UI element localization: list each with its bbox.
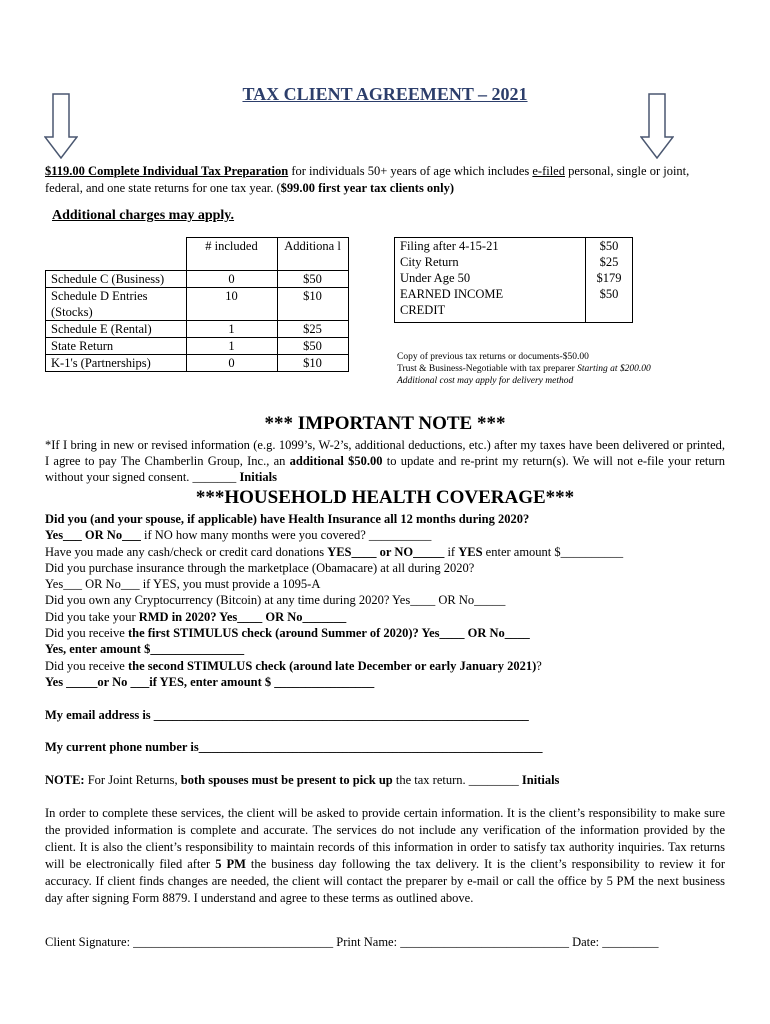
note-italic: Starting at $200.00	[577, 364, 651, 374]
q7-mark: ?	[536, 658, 542, 673]
phone-line	[45, 739, 735, 755]
header-included: # included	[186, 238, 277, 271]
fee-label: EARNED INCOME	[400, 287, 504, 301]
question-5: Did you take your	[45, 609, 139, 624]
signature-line: Client Signature: ________________________________ Print Name: ___________________________ Date: _________	[45, 935, 659, 949]
row-included: 0	[186, 271, 277, 288]
intro-text: for individuals 50+ years of age which includes	[288, 164, 533, 178]
question-1: Did you (and your spouse, if applicable) have Health Insurance all 12 months during 2020?	[45, 512, 530, 526]
note-text: Trust & Business-Negotiable with tax preparer	[397, 364, 578, 374]
note-line: Copy of previous tax returns or documents-$50.00	[397, 352, 589, 362]
fee-label: CREDIT	[400, 303, 446, 317]
efiled-text: e-filed	[532, 164, 565, 178]
question-6: Did you receive	[45, 626, 128, 641]
phone-field: My current phone number is_______________________________________________________	[45, 740, 543, 754]
q3-answer: Yes___ OR No___ if YES, you must provide a 1095-A	[45, 577, 321, 592]
fee-label: Under Age 50	[400, 271, 471, 285]
household-heading: ***HOUSEHOLD HEALTH COVERAGE***	[195, 487, 575, 508]
q1-follow: if NO how many months were you covered? __________	[140, 528, 432, 543]
email-field: My email address is ____________________________________________________________	[45, 708, 529, 722]
fee-price: $50	[599, 239, 619, 253]
extra-fees-table	[394, 237, 633, 323]
row-included: 1	[186, 338, 277, 355]
fee-labels-cell	[395, 238, 586, 323]
question-2: Have you made any cash/check or credit card donations	[45, 544, 328, 559]
closing-text-2: the business day following the tax delivery. It is the client’s responsibility to review it for accuracy. If client finds changes are needed, the client will contact the preparer by e-mail or call the office by 5 PM the next business day after signing Form 8879. I understand and agree to these terms as outlined above.	[45, 857, 726, 905]
empty-cell	[46, 238, 187, 271]
down-arrow-icon	[640, 93, 674, 159]
q5-bold: RMD in 2020? Yes____ OR No_______	[138, 609, 347, 624]
row-label: K-1's (Partnerships)	[46, 355, 187, 372]
joint-note	[45, 772, 735, 788]
q6-amount: Yes, enter amount $_______________	[45, 642, 245, 657]
intro-paragraph	[45, 163, 725, 197]
small-notes	[397, 351, 651, 387]
note-bold: both spouses must be present to pick up	[180, 773, 393, 787]
header-additional: Additiona l	[277, 238, 348, 271]
closing-paragraph	[45, 805, 725, 907]
down-arrow-icon	[44, 93, 78, 159]
row-additional: $10	[277, 288, 348, 321]
note-line: Additional cost may apply for delivery method	[397, 376, 574, 386]
row-included: 10	[186, 288, 277, 321]
closing-time: 5 PM	[215, 857, 246, 871]
q1-yes-no: Yes___ OR No___	[45, 528, 141, 543]
fee-price: $179	[596, 271, 622, 285]
row-label: Schedule D Entries (Stocks)	[46, 288, 187, 321]
note-text-2: the tax return. ________	[392, 773, 522, 787]
note-label: NOTE:	[45, 773, 85, 787]
question-4: Did you own any Cryptocurrency (Bitcoin) at any time during 2020? Yes____ OR No_____	[45, 593, 506, 608]
question-7: Did you receive	[45, 658, 128, 673]
q2-yes-no: YES____ or NO_____	[327, 544, 445, 559]
important-text: *If I bring in new or revised information (e.g. 1099’s, W-2’s, additional deductions, etc.) after my taxes have been delivered or printed, I agree to pay The Chamberlin Group, Inc., an	[45, 438, 725, 468]
important-heading: *** IMPORTANT NOTE ***	[264, 413, 506, 434]
closing-text: In order to complete these services, the client will be asked to provide certain information. It is the client’s responsibility to make sure the provided information is complete and accurate. The services do not include any verification of the information provided by the client. It is also the client’s responsibility to maintain records of this information in order to satisfy tax authority inquiries. Tax returns will be electronically filed after	[45, 806, 725, 871]
row-additional: $50	[277, 271, 348, 288]
row-additional: $25	[277, 321, 348, 338]
first-year-price: $99.00 first year tax clients only)	[280, 181, 455, 195]
additional-charges-heading: Additional charges may apply.	[52, 208, 235, 223]
initials-label: Initials	[239, 470, 277, 484]
q2-yes: YES	[458, 544, 483, 559]
q7-bold: the second STIMULUS check (around late December or early January 2021)	[127, 658, 537, 673]
intro-text-2: personal, single or joint, federal, and one state returns for one tax year. (	[45, 164, 690, 195]
row-additional: $50	[277, 338, 348, 355]
row-label: State Return	[46, 338, 187, 355]
price-service: $119.00 Complete Individual Tax Preparation	[45, 164, 289, 178]
row-label: Schedule E (Rental)	[46, 321, 187, 338]
fee-prices-cell	[586, 238, 633, 323]
row-included: 1	[186, 321, 277, 338]
question-3: Did you purchase insurance through the marketplace (Obamacare) at all during 2020?	[45, 560, 475, 575]
q2-if: if	[444, 544, 459, 559]
fee-label: Filing after 4-15-21	[400, 239, 499, 253]
note-line	[397, 363, 651, 375]
note-text: For Joint Returns,	[84, 773, 181, 787]
row-included: 0	[186, 355, 277, 372]
fee-price: $50	[599, 287, 619, 301]
important-text-2: to update and re-print my return(s). We will not e-file your return without your signed consent. _______	[45, 454, 725, 484]
initials-label: Initials	[521, 773, 560, 787]
row-label: Schedule C (Business)	[46, 271, 187, 288]
page-title: TAX CLIENT AGREEMENT – 2021	[242, 84, 528, 104]
email-line	[45, 707, 735, 723]
fee-price: $25	[599, 255, 619, 269]
q7-amount: Yes _____or No ___if YES, enter amount $ ________________	[45, 674, 375, 689]
important-paragraph	[45, 437, 725, 485]
q2-amount: enter amount $__________	[482, 544, 624, 559]
questions-block	[45, 511, 735, 690]
row-additional: $10	[277, 355, 348, 372]
q6-bold: the first STIMULUS check (around Summer of 2020)? Yes____ OR No____	[127, 626, 530, 641]
additional-fee: additional $50.00	[289, 454, 383, 468]
fee-label: City Return	[400, 255, 459, 269]
schedule-table	[45, 237, 349, 372]
